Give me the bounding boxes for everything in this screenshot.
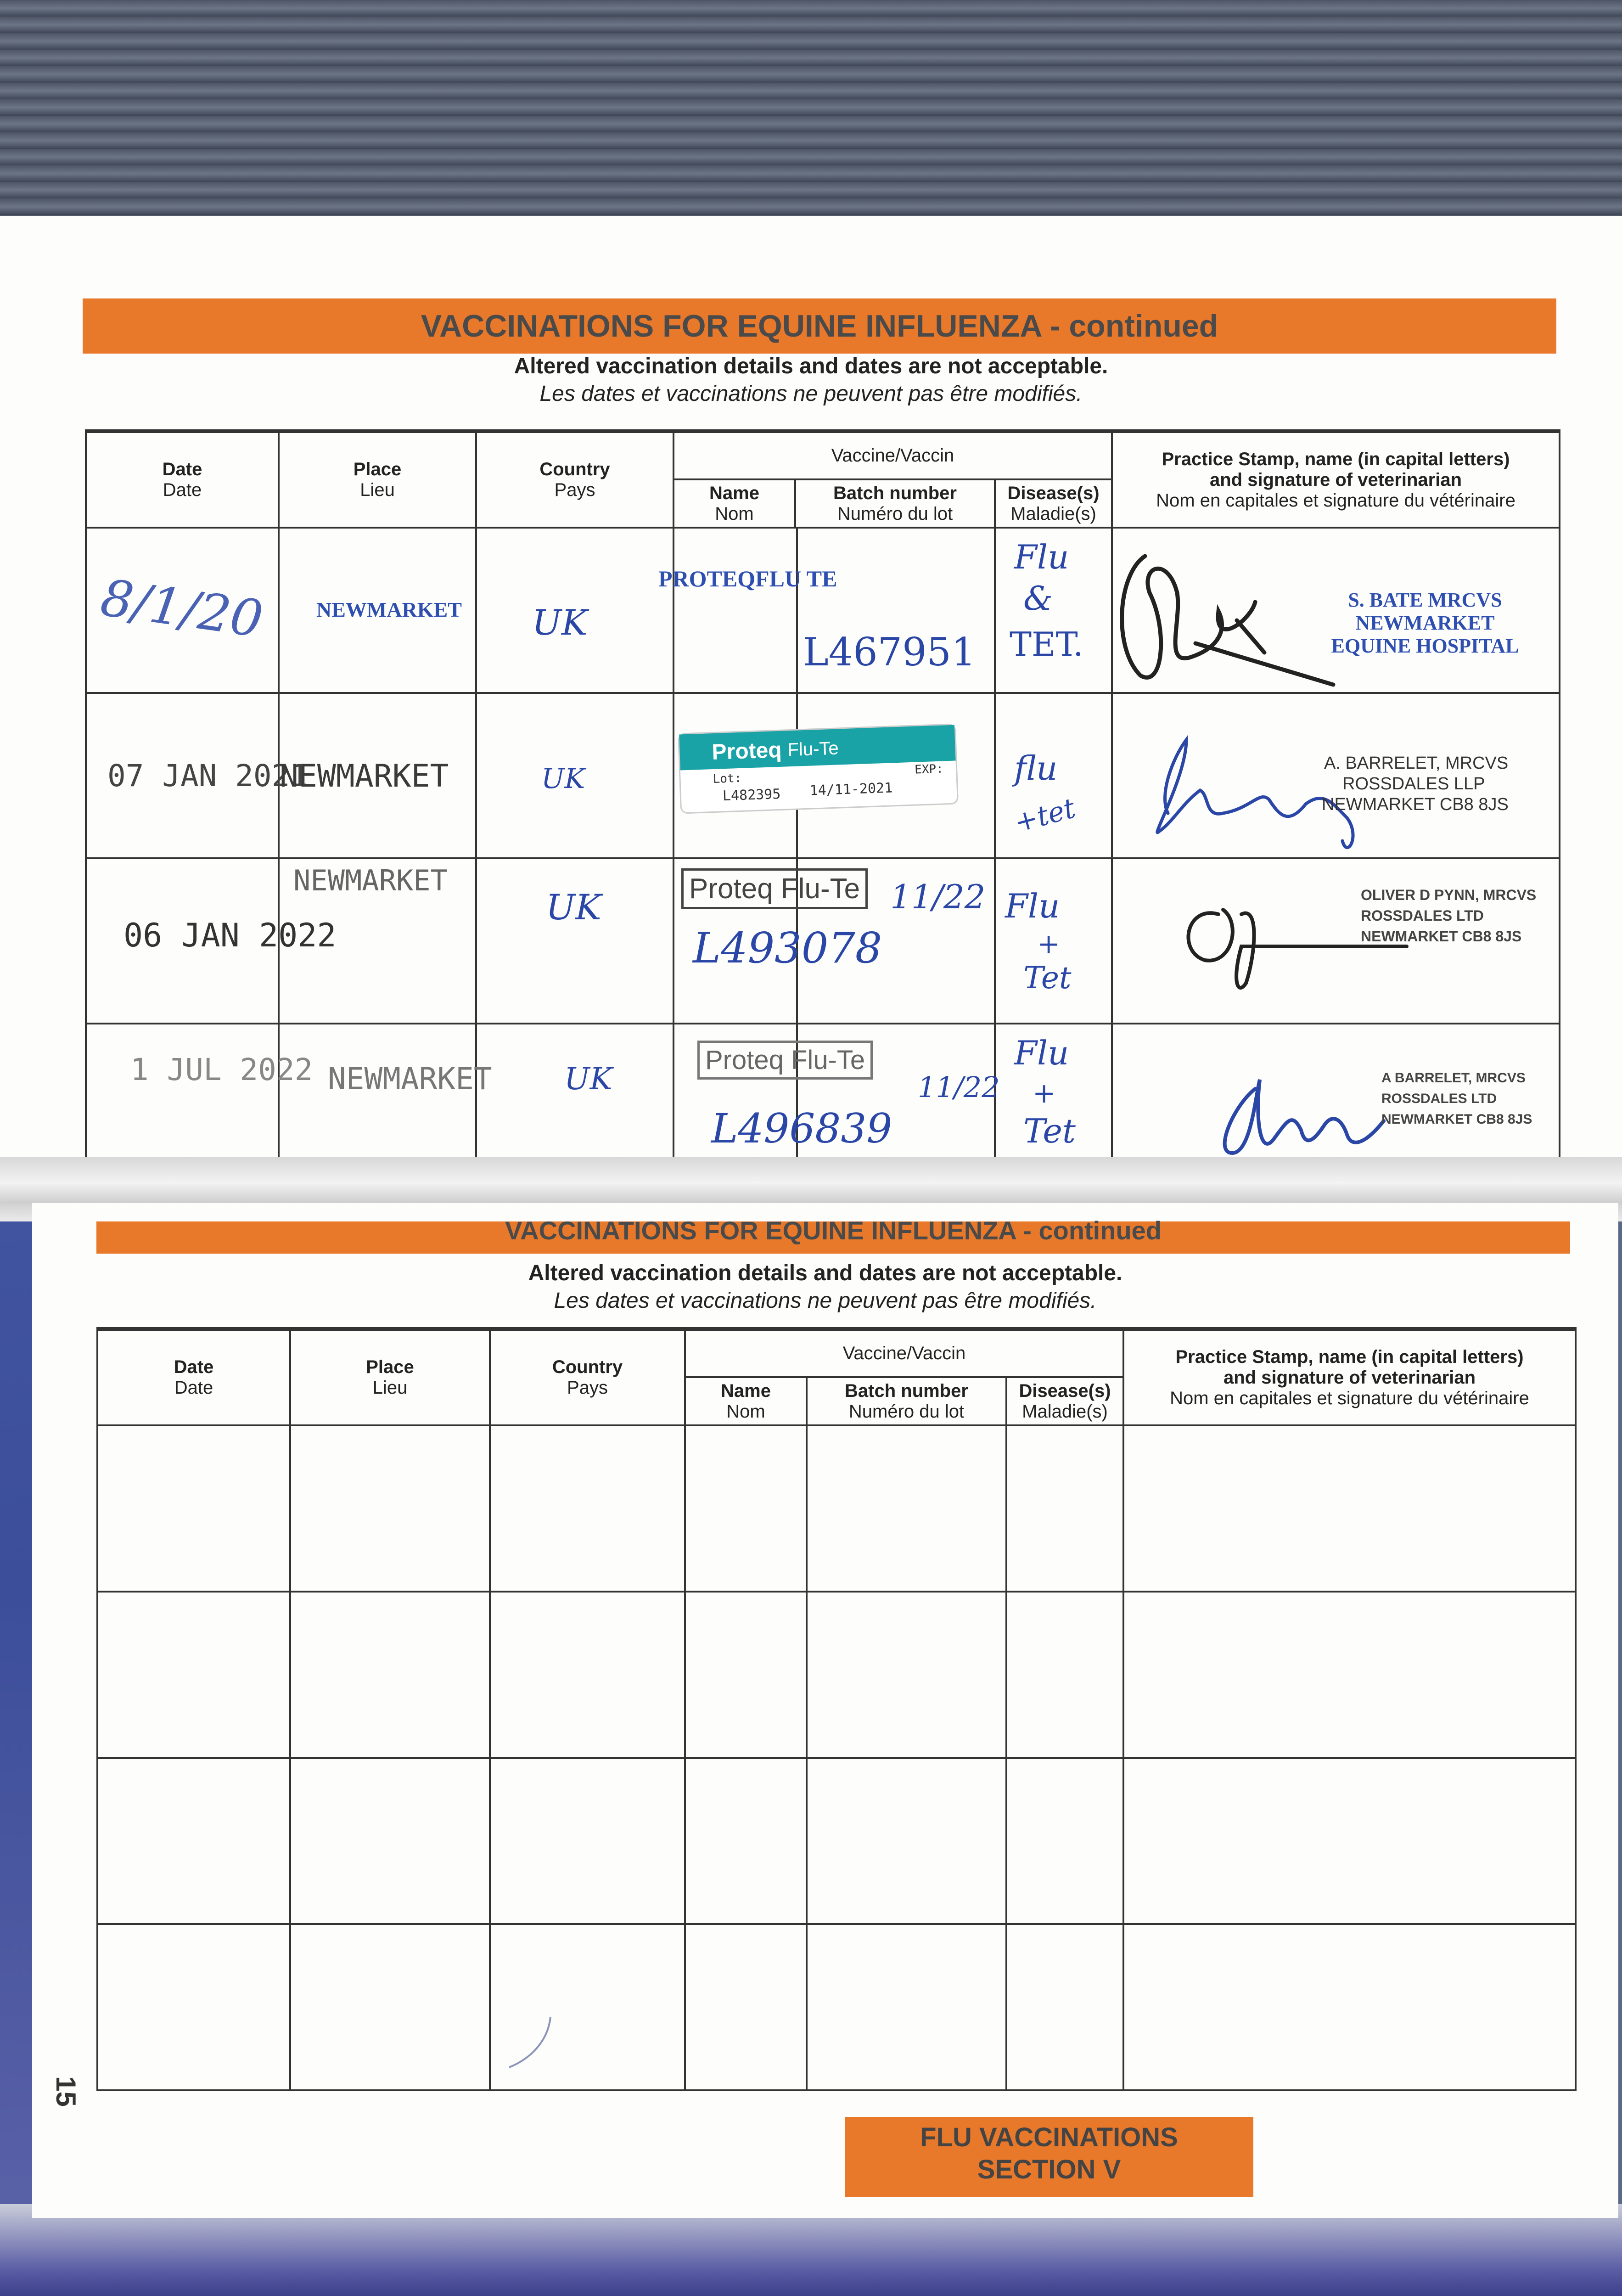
batch-handwritten: L496839 [711, 1105, 892, 1152]
vaccine-name-batch-cell [673, 693, 995, 858]
vaccine-name-cell[interactable] [685, 1924, 807, 2090]
header-vaccine-name: Name Nom [685, 1377, 807, 1425]
header-date: Date Date [86, 431, 279, 528]
batch-handwritten: L493078 [693, 923, 882, 973]
stamp-line: EQUINE HOSPITAL [1331, 635, 1519, 657]
date-cell [86, 693, 309, 858]
disease-cell[interactable] [1006, 1758, 1123, 1924]
header-vaccine: Vaccine/Vaccin [685, 1329, 1123, 1377]
header-place: Place Lieu [279, 431, 476, 528]
section-title-banner [96, 1216, 1570, 1254]
passport-page-upper [0, 216, 1622, 1171]
practice-stamp-cell[interactable] [1123, 1924, 1576, 2090]
section-title: VACCINATIONS FOR EQUINE INFLUENZA - continued [421, 309, 1218, 343]
expiry-handwritten: 11/22 [890, 878, 986, 916]
date-cell [86, 858, 337, 1024]
disease-line: +tet [1011, 792, 1079, 839]
header-diseases: Disease(s) Maladie(s) [1006, 1377, 1123, 1425]
table-row [86, 528, 1560, 693]
country-handwritten: UK [546, 887, 601, 928]
sticker-exp: 14/11-2021 [809, 780, 893, 799]
table-row [97, 1425, 1576, 1592]
vaccine-name-cell[interactable] [685, 1592, 807, 1758]
header-place: Place Lieu [290, 1329, 490, 1425]
batch-cell[interactable] [807, 1758, 1006, 1924]
vaccine-box-stamp: Proteq Flu-Te [681, 868, 868, 909]
country-cell[interactable] [490, 1924, 685, 2090]
header-country: Country Pays [476, 431, 673, 528]
header-batch-number: Batch number Numéro du lot [807, 1377, 1006, 1425]
sticker-lot: L482395 [722, 786, 781, 805]
section-title: VACCINATIONS FOR EQUINE INFLUENZA - continued [505, 1216, 1162, 1245]
table-row [97, 1758, 1576, 1924]
date-stamp: 1 JUL 2022 [130, 1052, 313, 1087]
section-title-banner [83, 298, 1556, 354]
place-cell[interactable] [290, 1924, 490, 2090]
stamp-line: S. BATE MRCVS [1348, 589, 1502, 611]
sticker-lot-caption: Lot: [713, 771, 742, 787]
vaccine-name-batch-cell [658, 528, 995, 693]
date-handwritten: 8/1/20 [97, 568, 267, 649]
header-country: Country Pays [490, 1329, 685, 1425]
date-cell[interactable] [97, 1924, 290, 2090]
disease-cell[interactable] [1006, 1425, 1123, 1592]
notice-english: Altered vaccination details and dates are not acceptable. [514, 354, 1108, 378]
column-divider [796, 529, 798, 694]
country-handwritten: UK [541, 763, 585, 795]
disease-line: Flu [1014, 1034, 1069, 1072]
vaccine-name-cell[interactable] [685, 1425, 807, 1592]
country-cell[interactable] [490, 1425, 685, 1592]
practice-stamp-cell [1112, 693, 1560, 858]
practice-stamp-cell [1112, 858, 1560, 1024]
stamp-line: ROSSDALES LLP [1342, 774, 1485, 793]
table-row [97, 1592, 1576, 1758]
country-cell [476, 858, 673, 1024]
vet-signature [1205, 1061, 1398, 1171]
practice-stamp-cell [1112, 528, 1560, 693]
place-cell [279, 693, 476, 858]
disease-line: Flu [1005, 887, 1060, 925]
header-practice-stamp: Practice Stamp, name (in capital letters) and signature of veterinarian Nom en capitales et signature du vétérinaire [1123, 1329, 1576, 1425]
notice-english: Altered vaccination details and dates are not acceptable. [528, 1261, 1122, 1285]
place-cell [279, 528, 476, 693]
footer-line-2: SECTION V [977, 2155, 1121, 2184]
batch-cell[interactable] [807, 1592, 1006, 1758]
background-bottom [0, 2204, 1622, 2296]
place-cell[interactable] [290, 1425, 490, 1592]
vaccination-table [85, 429, 1560, 1190]
sticker-brand: Proteq [711, 737, 782, 765]
vaccine-box-stamp: Proteq Flu-Te [697, 1041, 873, 1080]
country-handwritten: UK [564, 1061, 612, 1097]
disease-line: & [1023, 579, 1053, 618]
disease-line: Tet [1023, 960, 1072, 996]
date-stamp: 06 JAN 2022 [123, 917, 337, 954]
place-stamp: NEWMARKET [316, 598, 462, 621]
notice-french: Les dates et vaccinations ne peuvent pas être modifiés. [539, 382, 1083, 406]
passport-page-lower [32, 1203, 1618, 2218]
header-batch-number: Batch number Numéro du lot [795, 479, 995, 528]
table-row [86, 858, 1560, 1024]
expiry-handwritten: 11/22 [918, 1070, 1000, 1104]
stamp-line: NEWMARKET CB8 8JS [1322, 795, 1509, 814]
section-footer-tab [845, 2117, 1253, 2197]
disease-line: Tet [1023, 1112, 1076, 1150]
place-stamp: NEWMARKET [280, 758, 449, 794]
country-cell [476, 693, 673, 858]
country-handwritten: UK [532, 602, 588, 643]
disease-line: + [1033, 1077, 1056, 1109]
place-cell[interactable] [290, 1592, 490, 1758]
vaccine-name-cell[interactable] [685, 1758, 807, 1924]
stamp-line: OLIVER D PYNN, MRCVS [1361, 887, 1537, 903]
header-vaccine-name: Name Nom [673, 479, 795, 528]
sticker-product: Flu-Te [787, 738, 839, 760]
disease-line: + [1037, 928, 1061, 960]
disease-line: TET. [1010, 625, 1083, 664]
vaccine-name-batch-cell [673, 858, 995, 1024]
stamp-line: A. BARRELET, MRCVS [1324, 754, 1509, 773]
table-row [86, 693, 1560, 858]
stamp-line: NEWMARKET [1355, 612, 1495, 634]
batch-handwritten: L467951 [803, 630, 976, 675]
disease-cell[interactable] [1006, 1924, 1123, 2090]
practice-stamp-cell[interactable] [1123, 1425, 1576, 1592]
page-number: 15 [50, 2076, 81, 2107]
stamp-line: ROSSDALES LTD [1361, 907, 1484, 924]
pen-mark [505, 2012, 555, 2072]
header-vaccine: Vaccine/Vaccin [673, 431, 1112, 479]
country-cell[interactable] [490, 1758, 685, 1924]
notice-french: Les dates et vaccinations ne peuvent pas être modifiés. [554, 1289, 1097, 1313]
place-stamp: NEWMARKET [293, 864, 448, 897]
practice-stamp-cell[interactable] [1123, 1592, 1576, 1758]
vaccination-table [96, 1327, 1577, 2091]
disease-cell [995, 528, 1112, 693]
date-stamp: 07 JAN 2021 [107, 758, 309, 793]
sticker-exp-caption: EXP: [914, 762, 944, 777]
place-cell[interactable] [290, 1758, 490, 1924]
place-stamp: NEWMARKET [328, 1061, 492, 1097]
header-diseases: Disease(s) Maladie(s) [995, 479, 1112, 528]
disease-cell [995, 858, 1112, 1024]
header-date: Date Date [97, 1329, 290, 1425]
background-top [0, 0, 1622, 216]
stamp-line: A BARRELET, MRCVS [1381, 1070, 1526, 1086]
disease-line: Flu [1014, 538, 1069, 576]
header-practice-stamp: Practice Stamp, name (in capital letters) and signature of veterinarian Nom en capitales et signature du vétérinaire [1112, 431, 1560, 528]
country-cell[interactable] [490, 1592, 685, 1758]
footer-line-1: FLU VACCINATIONS [920, 2122, 1178, 2152]
batch-cell[interactable] [807, 1425, 1006, 1592]
vet-signature [1113, 538, 1342, 689]
practice-stamp-cell[interactable] [1123, 1758, 1576, 1924]
stamp-line: NEWMARKET CB8 8JS [1381, 1112, 1532, 1127]
date-cell[interactable] [97, 1758, 290, 1924]
vaccine-name-stamp: PROTEQFLU TE [658, 566, 837, 591]
stamp-line: NEWMARKET CB8 8JS [1361, 928, 1522, 945]
disease-cell [995, 693, 1112, 858]
date-cell[interactable] [97, 1425, 290, 1592]
place-cell [279, 858, 476, 1024]
date-cell[interactable] [97, 1592, 290, 1758]
disease-line: flu [1014, 749, 1058, 788]
batch-cell[interactable] [807, 1924, 1006, 2090]
stamp-line: ROSSDALES LTD [1381, 1091, 1497, 1106]
date-cell [86, 528, 279, 693]
table-row [97, 1924, 1576, 2090]
vaccine-sticker-label [678, 723, 959, 814]
country-cell [476, 528, 673, 693]
disease-cell[interactable] [1006, 1592, 1123, 1758]
